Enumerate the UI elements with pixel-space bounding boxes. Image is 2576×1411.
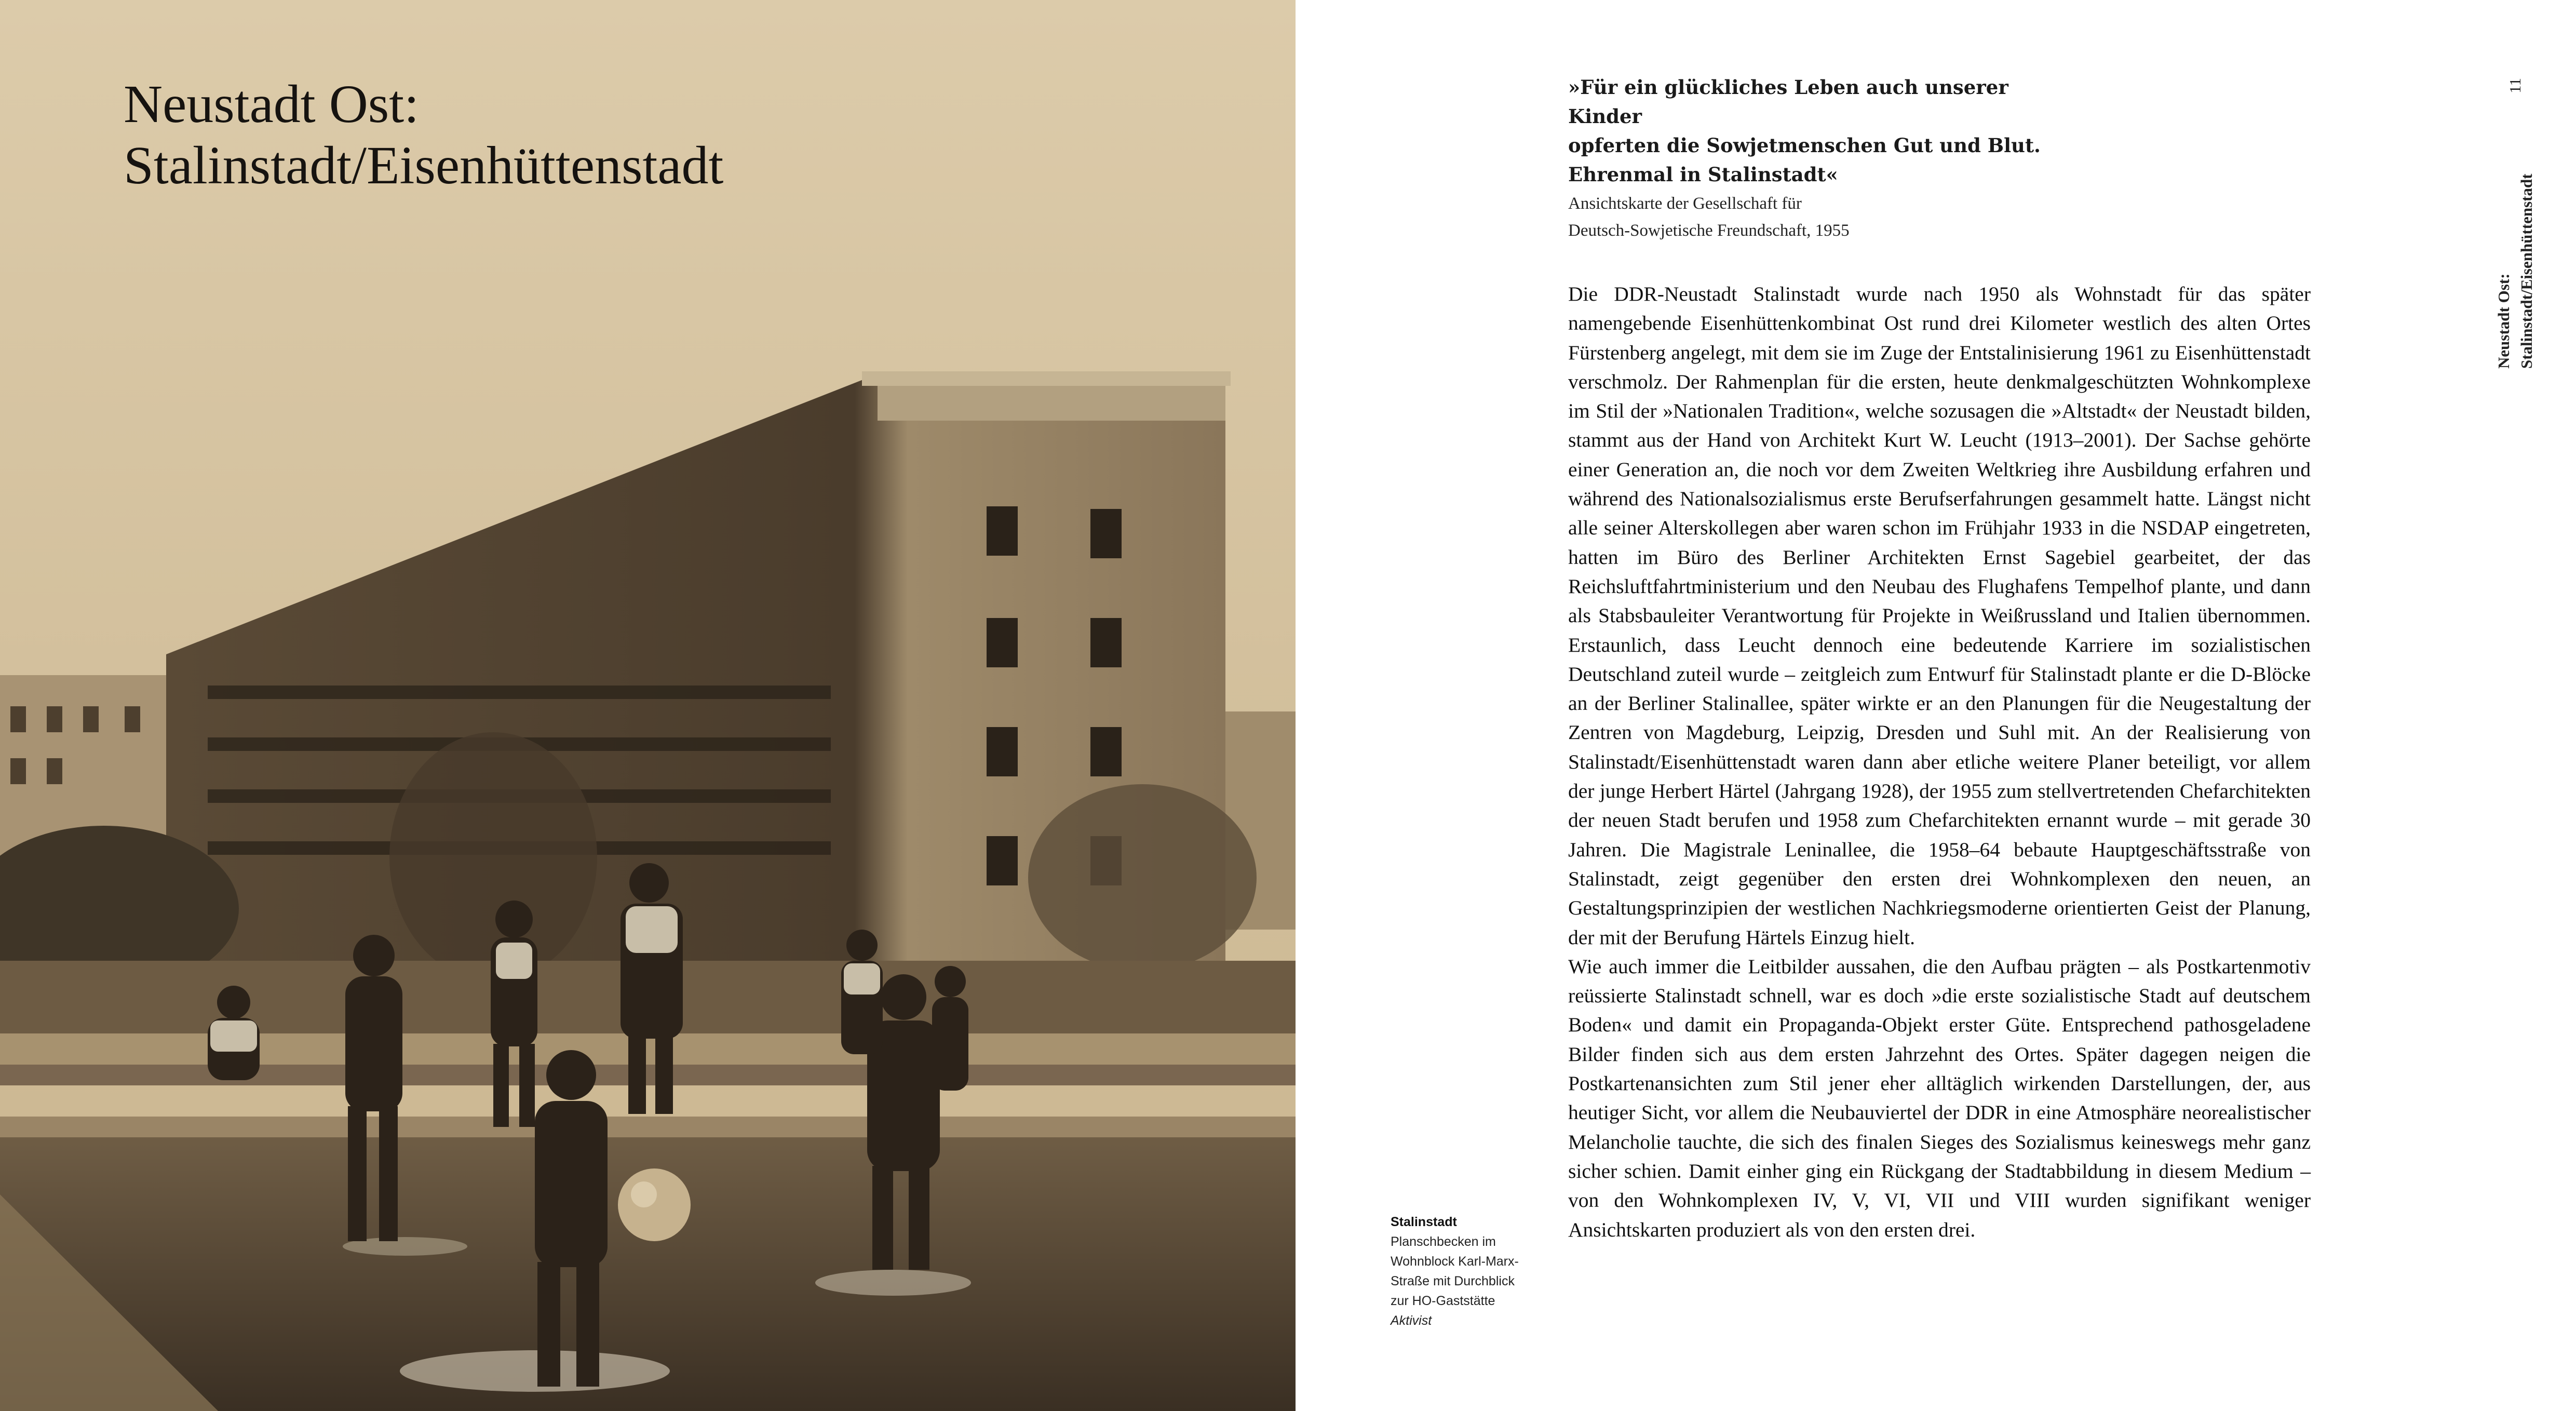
caption-italic: Aktivist bbox=[1391, 1313, 1432, 1328]
running-head bbox=[2492, 78, 2555, 369]
quote-line3: Ehrenmal in Stalinstadt« bbox=[1568, 163, 1838, 186]
spread-title-line2: Stalinstadt/Eisenhüttenstadt bbox=[124, 136, 724, 195]
source-line1: Ansichtskarte der Gesellschaft für bbox=[1568, 194, 1802, 213]
postcard-source bbox=[1568, 190, 2035, 244]
page-number: 11 bbox=[2506, 78, 2524, 93]
caption-line2: Wohnblock Karl-Marx- bbox=[1391, 1254, 1519, 1269]
postcard-quote bbox=[1568, 73, 2077, 189]
running-head-line1: Neustadt Ost: bbox=[2494, 273, 2513, 369]
running-head-line2: Stalinstadt/Eisenhüttenstadt bbox=[2517, 173, 2535, 369]
caption-line1: Planschbecken im bbox=[1391, 1234, 1496, 1249]
quote-line2: opferten die Sowjetmenschen Gut und Blut. bbox=[1568, 134, 2041, 157]
spread-title-line1: Neustadt Ost: bbox=[124, 74, 420, 134]
caption-line4: zur HO-Gaststätte bbox=[1391, 1294, 1495, 1308]
body-paragraph-2: Wie auch immer die Leitbilder aussahen, die den Aufbau prägten – als Postkartenmotiv reüssierte Stalinstadt schnell, war es doch »die erste sozialistische Stadt auf deutschem Boden« und damit ein Propaganda-Objekt erster Güte. Entsprechend pathosgeladene Bilder finden sich aus dem ersten Jahrzehnt des Ortes. Später dagegen neigen die Postkartenansichten zum Stil jener eher alltäglich wirkenden Darstellungen, der, aus heutiger Sicht, vor allem die Neubauviertel der DDR in eine Atmosphäre neorealistischer Melancholie tauchte, die sich des finalen Sieges des Sozialismus keineswegs mehr ganz sicher schien. Damit einher ging ein Rückgang der Stadtabbildung in diesem Medium – von den Wohnkomplexen IV, V, VI, VII und VIII wurden signifikant weniger Ansichtskarten produziert als von den ersten drei. bbox=[1568, 955, 2311, 1241]
quote-line1: »Für ein glückliches Leben auch unserer Kinder bbox=[1568, 76, 2008, 128]
body-paragraph-1: Die DDR-Neustadt Stalinstadt wurde nach 1950 als Wohnstadt für das später namengebende Eisenhüttenkombinat Ost rund drei Kilometer westlich des alten Ortes Fürstenberg angelegt, mit dem sie im Zuge der Entstalinisierung 1961 zu Eisenhüttenstadt verschmolz. Der Rahmenplan für die ersten, heute denkmalgeschützten Wohnkomplexe im Stil der »Nationalen Tradition«, welche sozusagen die »Altstadt« der Neustadt bilden, stammt aus der Hand von Architekt Kurt W. Leucht (1913–2001). Der Sachse gehörte einer Generation an, die noch vor dem Zweiten Weltkrieg ihre Ausbildung erfahren und während des Nationalsozialismus erste Berufserfahrungen gesammelt hatte. Längst nicht alle seiner Alterskollegen aber waren schon im Frühjahr 1933 in die NSDAP eingetreten, hatten im Büro des Berliner Architekten Ernst Sagebiel gearbeitet, der das Reichsluftfahrtministerium und den Neubau des Flughafens Tempelhof plante, und dann als Stabsbauleiter Verantwortung für Projekte in Weißrussland und Italien übernommen. Erstaunlich, dass Leucht dennoch eine bedeutende Karriere im sozialistischen Deutschland zuteil wurde – zeitgleich zum Entwurf für Stalinstadt plante er die D-Blöcke an der Berliner Stalinallee, später wirkte er an den Planungen für die Neugestaltung der Zentren von Magdeburg, Leipzig, Dresden und Suhl mit. An der Realisierung von Stalinstadt/Eisenhüttenstadt waren dann aber etliche weitere Planer beteiligt, vor allem der junge Herbert Härtel (Jahrgang 1928), der 1955 zum stellvertretenden Chefarchitekten der neuen Stadt berufen und 1958 zum Chefarchitekten ernannt wurde – mit gerade 30 Jahren. Die Magistrale Leninallee, die 1958–64 bebaute Hauptgeschäftsstraße von Stalinstadt, zeigt gegenüber den ersten drei Wohnkomplexen den neuen, an Gestaltungsprinzipien der westlichen Nachkriegsmoderne orientierten Geist der Planung, der mit der Berufung Härtels Einzug hielt. bbox=[1568, 283, 2311, 949]
caption-title: Stalinstadt bbox=[1391, 1215, 1457, 1229]
source-line2: Deutsch-Sowjetische Freundschaft, 1955 bbox=[1568, 221, 1850, 240]
photo-caption bbox=[1391, 1212, 1546, 1331]
spread-title bbox=[124, 74, 723, 196]
caption-line3: Straße mit Durchblick bbox=[1391, 1274, 1515, 1288]
body-text bbox=[1568, 279, 2311, 1244]
